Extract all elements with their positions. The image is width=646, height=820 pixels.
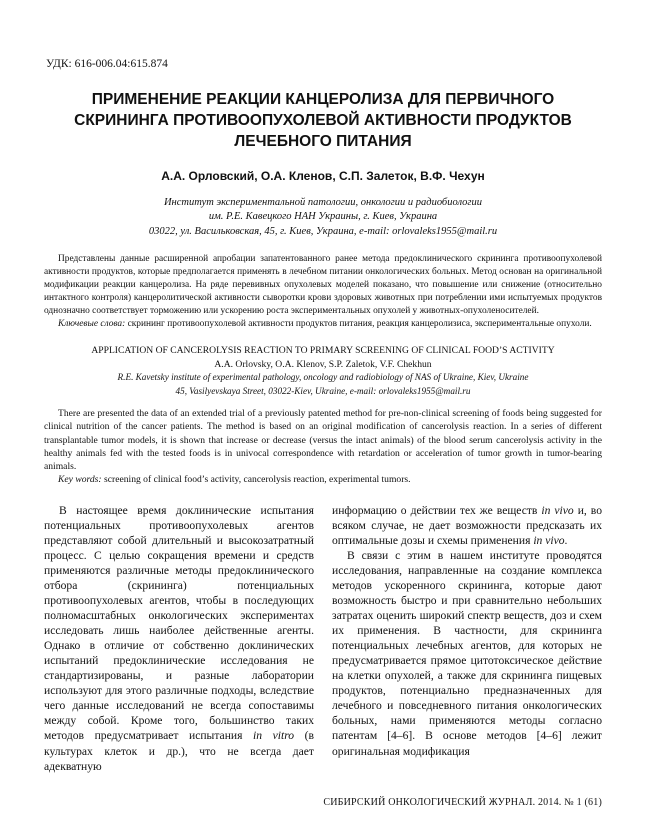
authors-line: А.А. Орловский, О.А. Кленов, С.П. Залеток, В.Ф. Чехун [161, 168, 485, 183]
keywords-ru-text: скрининг противоопухолевой активности продуктов питания, реакция канцеролизиса, экспериментальные опухоли. [125, 318, 592, 329]
body-text-italic: in vitro [253, 729, 295, 743]
keywords-ru [44, 318, 602, 331]
affiliation-line-1: Институт экспериментальной патологии, онкологии и радиобиологии [163, 196, 483, 208]
abstract-en-text: There are presented the data of an extended trial of a previously patented method for pre-non-clinical screening of foods being suggested for clinical nutrition of the cancer patients. The method is based on an original modification of cancerolysis reaction. In a series of different transplantable tumor models, it is shown that increase or decrease (versus the intact animals) of the blood serum cancerolysis activity in the healthy animals fed with the tested foods is in univocal correspondence with retardation or acceleration of tumor growth in tumor-bearing animals. [44, 408, 602, 473]
en-affiliation-line-2: 45, Vasilyevskaya Street, 03022-Kiev, Ukraine, e-mail: orlovaleks1955@mail.ru [175, 385, 471, 396]
abstract-ru [44, 253, 602, 331]
body-text: В связи с этим в нашем институте проводятся исследования, направленные на создание комплекса методов ускоренного скрининга, которые дают возможность быстро и при сравнительно небольших затратах оценить широкий спектр веществ, доз и схем их применения. В частности, для скрининга потенциальных лечебных агентов, для которых не предусматривается прямое цитотоксическое действие на клетки опухолей, а также для скрининга пищевых продуктов, потенциально предназначенных для лечебного и повседневного питания онкологических больных, нами применяются методы согласно патентам [4–6]. В основе методов [4–6] лежит оригинальная модификация [332, 548, 602, 758]
body-text: информацию о действии тех же веществ [332, 503, 542, 517]
body-text: и, во всяком случае, не дает возможности предсказать их оптимальные дозы и схемы применения [332, 503, 603, 547]
keywords-en [44, 473, 602, 486]
affiliation-line-2: им. Р.Е. Кавецкого НАН Украины, г. Киев, Украина [208, 211, 438, 223]
journal-footer: СИБИРСКИЙ ОНКОЛОГИЧЕСКИЙ ЖУРНАЛ. 2014. № 1 (61) [323, 797, 602, 808]
body-text-italic: in vivo [533, 533, 565, 547]
en-affiliation-line-1: R.E. Kavetsky institute of experimental pathology, oncology and radiobiology of NAS of Ukraine, Kiev, Ukraine [117, 372, 529, 383]
body-paragraph [332, 503, 602, 548]
body-text: В настоящее время доклинические испытания потенциальных противоопухолевых агентов представляют собой длительный и высокозатратный процесс. С целью сокращения времени и средств применяются различные методы предоклинического отбора (скрининга) потенциальных противоопухолевых агентов, чтобы в последующих полномасштабных онкологических экспериментах исследовать лишь наиболее действенные агенты. Однако в отличие от собственно доклинических испытаний предоклинические исследования не стандартизированы, и разные лаборатории используют для этого различные подходы, вследствие чего данные исследований не всегда сопоставимы между собой. Кроме того, большинство таких методов предусматривает испытания [44, 503, 314, 743]
body-column-right [332, 503, 602, 774]
abstract-ru-text: Представлены данные расширенной апробации запатентованного ранее метода предоклинического скрининга противоопухолевой активности продуктов, которые предполагается применять в лечебном питании онкологических больных. Метод основан на оригинальной модификации реакции канцеролиза. На ряде перевивных опухолевых моделей показано, что повышение или снижение (относительно интактного контроля) канцеролитической активности сыворотки крови здоровых животных при потреблении ими испытуемых продуктов однозначно соответствует торможению или ускорению роста экспериментальных опухолей у животных-опухоленосителей. [44, 253, 602, 316]
affiliation-block [44, 196, 602, 240]
body-paragraph [332, 548, 602, 759]
en-title: APPLICATION OF CANCEROLYSIS REACTION TO PRIMARY SCREENING OF CLINICAL FOOD’S ACTIVITY [91, 344, 555, 356]
body-text: (в культурах клеток и др.), что не всегда дает адекватную [44, 729, 315, 773]
body-text-italic: in vivo [541, 503, 574, 517]
en-authors: А.А. Orlovsky, O.A. Klenov, S.P. Zaletok, V.F. Chekhun [214, 358, 432, 370]
keywords-ru-label: Ключевые слова: [58, 318, 126, 329]
keywords-en-label: Key words: [58, 474, 102, 486]
affiliation-line-3: 03022, ул. Васильковская, 45, г. Киев, Украина, e-mail: orlovaleks1955@mail.ru [148, 226, 498, 238]
body-columns [44, 503, 602, 774]
udc-code: УДК: 616-006.04:615.874 [46, 58, 168, 70]
body-paragraph [44, 503, 314, 774]
article-title: ПРИМЕНЕНИЕ РЕАКЦИИ КАНЦЕРОЛИЗА ДЛЯ ПЕРВИЧНОГО СКРИНИНГА ПРОТИВООПУХОЛЕВОЙ АКТИВНОСТИ ПРОДУКТОВ ЛЕЧЕБНОГО ПИТАНИЯ [74, 91, 572, 150]
body-text: . [564, 533, 568, 547]
keywords-en-text: screening of clinical food’s activity, cancerolysis reaction, experimental tumors. [101, 474, 411, 486]
abstract-en [44, 407, 602, 486]
body-column-left [44, 503, 314, 774]
english-header-block [44, 344, 602, 399]
